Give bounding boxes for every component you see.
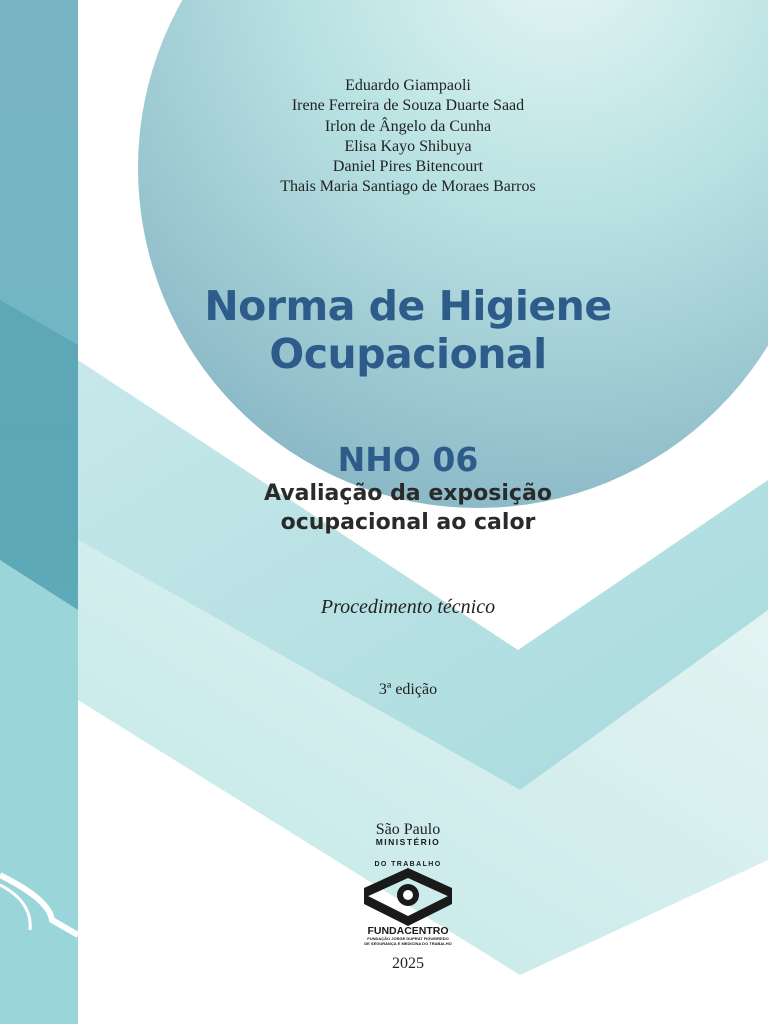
publication-year: 2025 [392, 955, 424, 972]
title-line: Norma de Higiene [204, 282, 612, 330]
logo-ministry-line2: DO TRABALHO [374, 861, 442, 868]
edition-label: 3ª edição [378, 681, 438, 698]
subtitle-line: ocupacional ao calor [280, 510, 536, 535]
author-name: Irene Ferreira de Souza Duarte Saad [291, 97, 525, 115]
fundacentro-logo [358, 836, 458, 948]
document-type: Procedimento técnico [320, 596, 496, 618]
document-title [78, 282, 738, 378]
logo-org-sub1: FUNDAÇÃO JORGE DUPRAT FIGUEIREDO [367, 936, 449, 941]
author-list [78, 76, 738, 198]
author-name: Thais Maria Santiago de Moraes Barros [280, 178, 536, 196]
subtitle-line: Avaliação da exposição [264, 481, 552, 506]
author-name: Eduardo Giampaoli [345, 77, 471, 94]
document-subtitle [78, 479, 738, 537]
left-strip-shade [0, 300, 78, 610]
publication-city: São Paulo [375, 821, 441, 838]
author-name: Irlon de Ângelo da Cunha [324, 117, 492, 135]
logo-ministry-line1: MINISTÉRIO [375, 837, 441, 847]
document-code: NHO 06 [337, 440, 479, 479]
logo-org-sub2: DE SEGURANÇA E MEDICINA DO TRABALHO [364, 941, 452, 946]
left-strip-bottom [0, 560, 78, 1024]
logo-org-name: FUNDACENTRO [367, 925, 449, 937]
title-line: Ocupacional [269, 330, 547, 378]
logo-emblem [364, 868, 452, 926]
author-name: Elisa Kayo Shibuya [344, 137, 472, 155]
author-name: Daniel Pires Bitencourt [332, 158, 484, 176]
